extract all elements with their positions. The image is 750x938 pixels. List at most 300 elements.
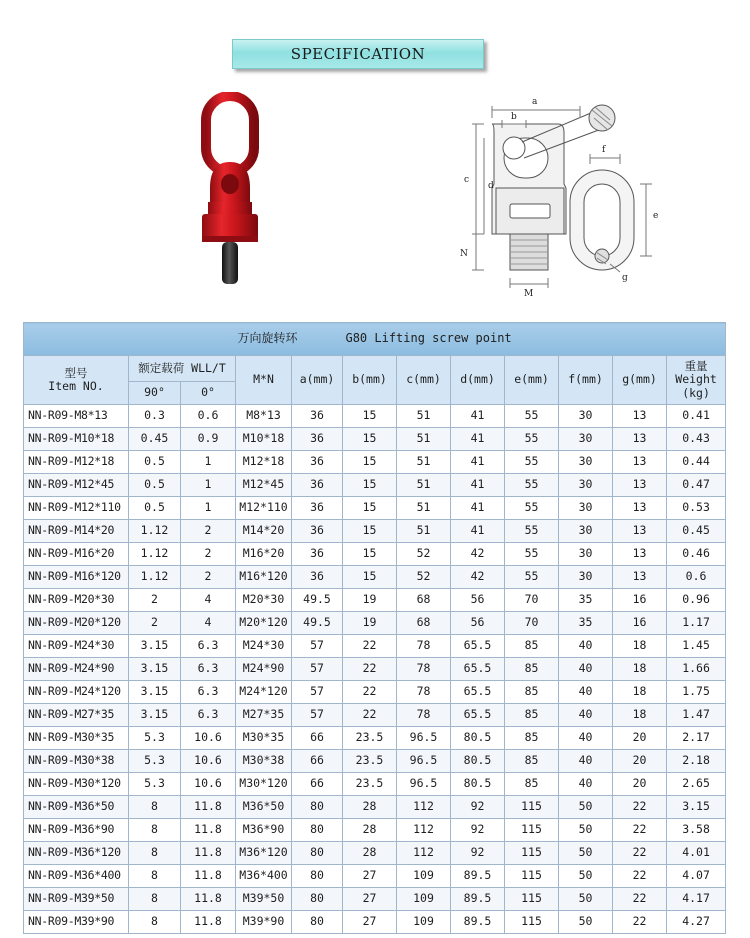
table-row	[24, 819, 726, 842]
cell-item-no: NN-R09-M24*30	[24, 635, 129, 658]
header-weight	[667, 356, 726, 405]
cell-item-no: NN-R09-M36*120	[24, 842, 129, 865]
cell-c: 51	[397, 474, 451, 497]
cell-b: 19	[343, 612, 397, 635]
header-angle-90: 90°	[129, 382, 181, 405]
cell-a: 80	[292, 819, 343, 842]
cell-e: 85	[505, 750, 559, 773]
table-row	[24, 635, 726, 658]
cell-item-no: NN-R09-M36*50	[24, 796, 129, 819]
table-title-row	[24, 323, 726, 356]
header-item-cn: 型号	[64, 365, 88, 380]
cell-e: 115	[505, 842, 559, 865]
cell-g: 16	[613, 589, 667, 612]
cell-c: 96.5	[397, 750, 451, 773]
cell-c: 51	[397, 520, 451, 543]
cell-f: 40	[559, 750, 613, 773]
header-g: g(mm)	[613, 356, 667, 405]
cell-g: 13	[613, 451, 667, 474]
cell-c: 112	[397, 819, 451, 842]
cell-d: 41	[451, 497, 505, 520]
cell-e: 85	[505, 773, 559, 796]
cell-g: 22	[613, 796, 667, 819]
cell-a: 57	[292, 635, 343, 658]
cell-d: 92	[451, 796, 505, 819]
cell-a: 49.5	[292, 612, 343, 635]
cell-item-no: NN-R09-M12*45	[24, 474, 129, 497]
cell-e: 115	[505, 911, 559, 934]
cell-a: 36	[292, 566, 343, 589]
cell-d: 41	[451, 428, 505, 451]
cell-a: 66	[292, 750, 343, 773]
cell-d: 80.5	[451, 750, 505, 773]
dim-label-n: N	[460, 249, 468, 259]
cell-e: 55	[505, 451, 559, 474]
header-b: b(mm)	[343, 356, 397, 405]
cell-item-no: NN-R09-M36*400	[24, 865, 129, 888]
cell-g: 13	[613, 428, 667, 451]
table-title	[24, 323, 726, 356]
cell-mn: M30*120	[236, 773, 292, 796]
cell-mn: M36*120	[236, 842, 292, 865]
cell-g: 18	[613, 681, 667, 704]
header-weight-cn: 重量	[684, 359, 708, 374]
cell-a: 80	[292, 911, 343, 934]
cell-wll-0: 0.6	[181, 405, 236, 428]
cell-e: 55	[505, 543, 559, 566]
table-row	[24, 727, 726, 750]
cell-f: 30	[559, 405, 613, 428]
cell-wll-0: 4	[181, 589, 236, 612]
cell-mn: M16*20	[236, 543, 292, 566]
cell-weight: 0.43	[667, 428, 726, 451]
cell-wll-0: 11.8	[181, 888, 236, 911]
cell-e: 85	[505, 658, 559, 681]
cell-wll-90: 0.5	[129, 474, 181, 497]
cell-mn: M30*35	[236, 727, 292, 750]
cell-wll-90: 3.15	[129, 658, 181, 681]
cell-d: 41	[451, 520, 505, 543]
cell-weight: 0.96	[667, 589, 726, 612]
table-row	[24, 543, 726, 566]
cell-wll-0: 6.3	[181, 635, 236, 658]
cell-e: 85	[505, 681, 559, 704]
cell-e: 55	[505, 497, 559, 520]
cell-b: 28	[343, 796, 397, 819]
dim-label-b: b	[511, 112, 517, 122]
cell-wll-0: 11.8	[181, 865, 236, 888]
cell-d: 56	[451, 589, 505, 612]
cell-mn: M24*120	[236, 681, 292, 704]
cell-item-no: NN-R09-M10*18	[24, 428, 129, 451]
cell-a: 36	[292, 520, 343, 543]
cell-a: 36	[292, 474, 343, 497]
cell-c: 51	[397, 428, 451, 451]
cell-a: 57	[292, 704, 343, 727]
cell-d: 92	[451, 819, 505, 842]
cell-c: 96.5	[397, 773, 451, 796]
header-wll	[129, 356, 236, 382]
cell-wll-90: 3.15	[129, 681, 181, 704]
cell-f: 50	[559, 796, 613, 819]
cell-weight: 0.47	[667, 474, 726, 497]
cell-c: 112	[397, 842, 451, 865]
cell-f: 40	[559, 704, 613, 727]
cell-f: 30	[559, 566, 613, 589]
dim-label-g: g	[622, 273, 628, 283]
cell-wll-90: 8	[129, 865, 181, 888]
cell-b: 28	[343, 819, 397, 842]
cell-item-no: NN-R09-M30*35	[24, 727, 129, 750]
cell-wll-0: 1	[181, 497, 236, 520]
cell-c: 78	[397, 704, 451, 727]
cell-g: 20	[613, 773, 667, 796]
cell-e: 55	[505, 428, 559, 451]
cell-g: 22	[613, 819, 667, 842]
cell-g: 16	[613, 612, 667, 635]
cell-item-no: NN-R09-M39*90	[24, 911, 129, 934]
cell-mn: M8*13	[236, 405, 292, 428]
cell-g: 13	[613, 566, 667, 589]
cell-b: 27	[343, 888, 397, 911]
cell-d: 89.5	[451, 911, 505, 934]
cell-g: 20	[613, 750, 667, 773]
cell-a: 57	[292, 658, 343, 681]
cell-item-no: NN-R09-M20*30	[24, 589, 129, 612]
cell-a: 80	[292, 865, 343, 888]
cell-c: 68	[397, 612, 451, 635]
specification-table	[23, 322, 726, 934]
cell-weight: 1.45	[667, 635, 726, 658]
cell-b: 15	[343, 451, 397, 474]
cell-item-no: NN-R09-M20*120	[24, 612, 129, 635]
cell-f: 30	[559, 520, 613, 543]
header-angle-0: 0°	[181, 382, 236, 405]
cell-g: 13	[613, 543, 667, 566]
cell-wll-90: 0.3	[129, 405, 181, 428]
cell-weight: 4.17	[667, 888, 726, 911]
cell-weight: 0.6	[667, 566, 726, 589]
cell-wll-0: 11.8	[181, 842, 236, 865]
cell-f: 35	[559, 612, 613, 635]
cell-wll-90: 8	[129, 819, 181, 842]
table-row	[24, 773, 726, 796]
cell-mn: M39*90	[236, 911, 292, 934]
cell-f: 40	[559, 635, 613, 658]
cell-c: 109	[397, 911, 451, 934]
cell-item-no: NN-R09-M24*120	[24, 681, 129, 704]
table-row	[24, 520, 726, 543]
header-f: f(mm)	[559, 356, 613, 405]
cell-weight: 1.75	[667, 681, 726, 704]
cell-weight: 2.65	[667, 773, 726, 796]
cell-f: 35	[559, 589, 613, 612]
cell-item-no: NN-R09-M12*110	[24, 497, 129, 520]
header-weight-en: Weight	[675, 372, 717, 387]
cell-wll-90: 5.3	[129, 727, 181, 750]
cell-wll-0: 1	[181, 451, 236, 474]
table-body	[24, 405, 726, 934]
cell-f: 30	[559, 474, 613, 497]
header-item-no	[24, 356, 129, 405]
cell-item-no: NN-R09-M24*90	[24, 658, 129, 681]
cell-wll-90: 0.5	[129, 497, 181, 520]
cell-wll-90: 2	[129, 589, 181, 612]
cell-c: 52	[397, 566, 451, 589]
cell-a: 80	[292, 888, 343, 911]
cell-wll-0: 10.6	[181, 727, 236, 750]
cell-e: 115	[505, 888, 559, 911]
cell-c: 51	[397, 405, 451, 428]
cell-a: 36	[292, 451, 343, 474]
cell-wll-0: 10.6	[181, 750, 236, 773]
cell-weight: 4.01	[667, 842, 726, 865]
cell-e: 70	[505, 612, 559, 635]
cell-g: 22	[613, 911, 667, 934]
cell-e: 85	[505, 727, 559, 750]
cell-a: 66	[292, 773, 343, 796]
cell-f: 40	[559, 681, 613, 704]
cell-g: 18	[613, 635, 667, 658]
cell-f: 30	[559, 428, 613, 451]
cell-wll-0: 11.8	[181, 796, 236, 819]
table-row	[24, 428, 726, 451]
cell-b: 15	[343, 474, 397, 497]
cell-c: 52	[397, 543, 451, 566]
table-row	[24, 497, 726, 520]
cell-weight: 2.17	[667, 727, 726, 750]
cell-d: 56	[451, 612, 505, 635]
cell-b: 15	[343, 543, 397, 566]
cell-d: 42	[451, 566, 505, 589]
cell-e: 85	[505, 704, 559, 727]
cell-c: 78	[397, 658, 451, 681]
table-row	[24, 842, 726, 865]
cell-d: 65.5	[451, 635, 505, 658]
header-e: e(mm)	[505, 356, 559, 405]
table-row	[24, 796, 726, 819]
cell-item-no: NN-R09-M16*20	[24, 543, 129, 566]
cell-wll-0: 2	[181, 543, 236, 566]
cell-mn: M14*20	[236, 520, 292, 543]
cell-b: 28	[343, 842, 397, 865]
cell-wll-90: 1.12	[129, 520, 181, 543]
cell-c: 109	[397, 888, 451, 911]
cell-d: 65.5	[451, 658, 505, 681]
cell-e: 85	[505, 635, 559, 658]
cell-wll-90: 5.3	[129, 750, 181, 773]
cell-b: 15	[343, 566, 397, 589]
cell-wll-90: 1.12	[129, 543, 181, 566]
cell-b: 22	[343, 681, 397, 704]
cell-g: 18	[613, 658, 667, 681]
cell-wll-90: 8	[129, 911, 181, 934]
cell-c: 96.5	[397, 727, 451, 750]
cell-d: 41	[451, 405, 505, 428]
table-row	[24, 750, 726, 773]
cell-c: 68	[397, 589, 451, 612]
cell-a: 49.5	[292, 589, 343, 612]
cell-c: 78	[397, 635, 451, 658]
cell-a: 36	[292, 497, 343, 520]
cell-weight: 1.17	[667, 612, 726, 635]
cell-weight: 4.07	[667, 865, 726, 888]
cell-a: 36	[292, 543, 343, 566]
cell-weight: 0.44	[667, 451, 726, 474]
cell-wll-90: 3.15	[129, 704, 181, 727]
cell-b: 15	[343, 520, 397, 543]
cell-g: 22	[613, 842, 667, 865]
cell-a: 57	[292, 681, 343, 704]
table-header-row	[24, 356, 726, 382]
header-mn: M*N	[236, 356, 292, 405]
cell-a: 80	[292, 842, 343, 865]
cell-d: 42	[451, 543, 505, 566]
cell-g: 22	[613, 888, 667, 911]
cell-b: 19	[343, 589, 397, 612]
header-weight-unit: (kg)	[682, 385, 710, 400]
cell-e: 55	[505, 405, 559, 428]
cell-item-no: NN-R09-M27*35	[24, 704, 129, 727]
cell-e: 70	[505, 589, 559, 612]
cell-mn: M12*45	[236, 474, 292, 497]
cell-d: 65.5	[451, 681, 505, 704]
cell-g: 13	[613, 474, 667, 497]
table-row	[24, 589, 726, 612]
cell-f: 50	[559, 819, 613, 842]
cell-d: 89.5	[451, 865, 505, 888]
cell-weight: 3.15	[667, 796, 726, 819]
dimension-diagram	[440, 88, 670, 303]
cell-b: 27	[343, 865, 397, 888]
cell-wll-90: 2	[129, 612, 181, 635]
cell-mn: M24*90	[236, 658, 292, 681]
cell-a: 36	[292, 405, 343, 428]
cell-g: 18	[613, 704, 667, 727]
cell-d: 92	[451, 842, 505, 865]
cell-g: 13	[613, 520, 667, 543]
cell-mn: M16*120	[236, 566, 292, 589]
table-title-en: G80 Lifting screw point	[345, 331, 512, 346]
table-row	[24, 566, 726, 589]
dim-label-m: M	[524, 289, 534, 299]
banner-title: SPECIFICATION	[290, 45, 426, 63]
cell-d: 41	[451, 474, 505, 497]
cell-g: 22	[613, 865, 667, 888]
cell-weight: 3.58	[667, 819, 726, 842]
cell-wll-90: 8	[129, 888, 181, 911]
header-wll-cn: 额定载荷	[138, 360, 185, 375]
cell-e: 115	[505, 796, 559, 819]
table-row	[24, 612, 726, 635]
cell-wll-90: 8	[129, 842, 181, 865]
cell-b: 22	[343, 635, 397, 658]
cell-f: 40	[559, 658, 613, 681]
cell-weight: 2.18	[667, 750, 726, 773]
table-row	[24, 865, 726, 888]
header-c: c(mm)	[397, 356, 451, 405]
specification-banner	[232, 39, 484, 69]
cell-wll-90: 5.3	[129, 773, 181, 796]
cell-d: 80.5	[451, 773, 505, 796]
cell-wll-90: 0.45	[129, 428, 181, 451]
dim-label-a: a	[532, 97, 538, 107]
cell-wll-0: 2	[181, 566, 236, 589]
cell-wll-90: 1.12	[129, 566, 181, 589]
cell-g: 20	[613, 727, 667, 750]
cell-wll-0: 11.8	[181, 819, 236, 842]
cell-wll-0: 0.9	[181, 428, 236, 451]
cell-d: 41	[451, 451, 505, 474]
cell-b: 15	[343, 405, 397, 428]
cell-mn: M30*38	[236, 750, 292, 773]
header-item-en: Item NO.	[48, 379, 104, 393]
cell-wll-0: 6.3	[181, 704, 236, 727]
dim-label-c: c	[464, 175, 470, 185]
cell-item-no: NN-R09-M39*50	[24, 888, 129, 911]
cell-item-no: NN-R09-M36*90	[24, 819, 129, 842]
cell-f: 50	[559, 911, 613, 934]
cell-weight: 4.27	[667, 911, 726, 934]
cell-f: 30	[559, 451, 613, 474]
table-row	[24, 911, 726, 934]
cell-mn: M20*120	[236, 612, 292, 635]
table-row	[24, 704, 726, 727]
header-a: a(mm)	[292, 356, 343, 405]
cell-mn: M36*50	[236, 796, 292, 819]
cell-b: 15	[343, 497, 397, 520]
cell-item-no: NN-R09-M30*38	[24, 750, 129, 773]
cell-weight: 0.46	[667, 543, 726, 566]
cell-f: 50	[559, 865, 613, 888]
table-row	[24, 681, 726, 704]
cell-d: 65.5	[451, 704, 505, 727]
cell-mn: M24*30	[236, 635, 292, 658]
cell-c: 109	[397, 865, 451, 888]
cell-a: 66	[292, 727, 343, 750]
cell-wll-90: 0.5	[129, 451, 181, 474]
cell-f: 50	[559, 888, 613, 911]
table-row	[24, 658, 726, 681]
cell-mn: M10*18	[236, 428, 292, 451]
cell-b: 15	[343, 428, 397, 451]
cell-b: 27	[343, 911, 397, 934]
cell-e: 55	[505, 474, 559, 497]
cell-b: 23.5	[343, 750, 397, 773]
cell-wll-0: 6.3	[181, 658, 236, 681]
header-wll-en: WLL/T	[191, 360, 226, 375]
cell-g: 13	[613, 405, 667, 428]
cell-b: 23.5	[343, 773, 397, 796]
cell-weight: 0.53	[667, 497, 726, 520]
cell-d: 89.5	[451, 888, 505, 911]
cell-b: 23.5	[343, 727, 397, 750]
cell-e: 55	[505, 566, 559, 589]
cell-mn: M36*400	[236, 865, 292, 888]
cell-wll-0: 1	[181, 474, 236, 497]
cell-item-no: NN-R09-M16*120	[24, 566, 129, 589]
cell-wll-0: 6.3	[181, 681, 236, 704]
swivel-hoist-ring-image	[180, 92, 280, 292]
cell-a: 36	[292, 428, 343, 451]
cell-c: 51	[397, 497, 451, 520]
cell-mn: M27*35	[236, 704, 292, 727]
cell-item-no: NN-R09-M12*18	[24, 451, 129, 474]
cell-e: 115	[505, 819, 559, 842]
cell-c: 112	[397, 796, 451, 819]
dim-label-d: d	[488, 181, 494, 191]
cell-b: 22	[343, 658, 397, 681]
